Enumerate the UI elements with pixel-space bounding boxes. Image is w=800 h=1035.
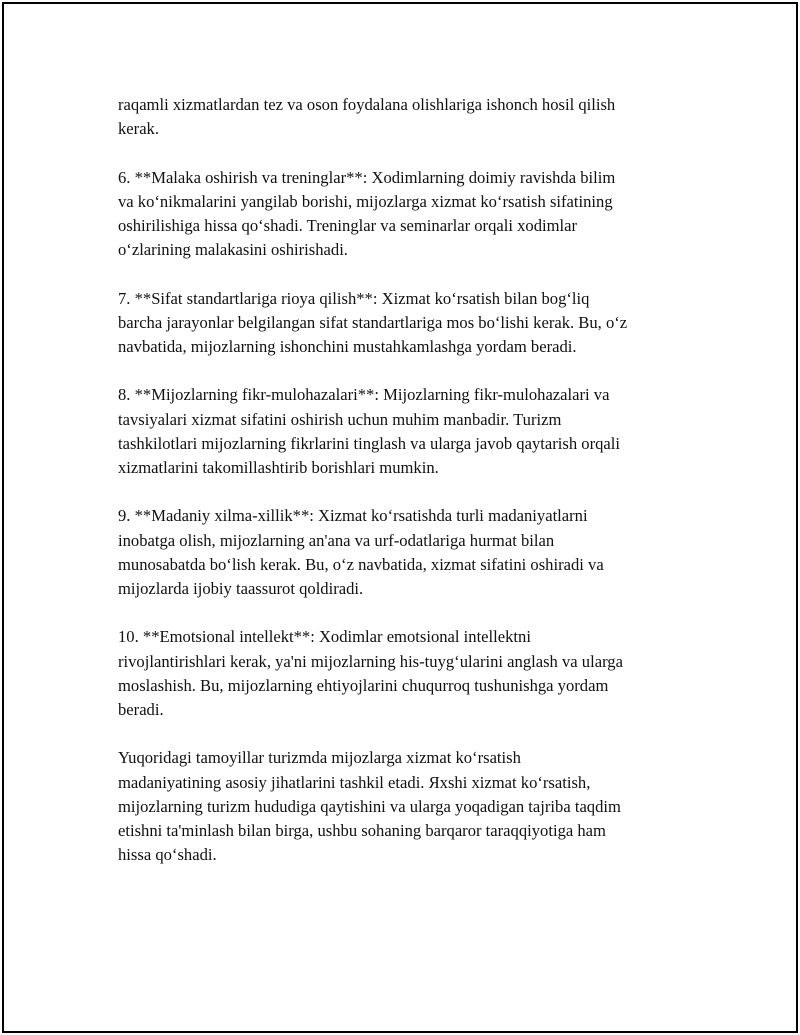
paragraph-item-6: 6. **Malaka oshirish va treninglar**: Xodimlarning doimiy ravishda bilim va ko‘nikmalarini yangilab borishi, mijozlarga xizmat ko‘rsatish sifatining oshirilishiga hissa qo‘shadi. Treninglar va seminarlar orqali xodimlar o‘zlarining malakasini oshirishadi. — [118, 167, 616, 260]
paragraph-item-9: 9. **Madaniy xilma-xillik**: Xizmat ko‘rsatishda turli madaniyatlarni inobatga olish, mijozlarning an'ana va urf-odatlariga hurmat bilan munosabatda bo‘lish kerak. Bu, o‘z navbatida, xizmat sifatini oshiradi va mijozlarda ijobiy taassurot qoldiradi. — [118, 506, 604, 598]
paragraph-continuation: raqamli xizmatlardan tez va oson foydalana olishlariga ishonch hosil qilish kerak. — [118, 95, 616, 139]
paragraph-item-7: 7. **Sifat standartlariga rioya qilish**: Xizmat ko‘rsatish bilan bog‘liq barcha jarayonlar belgilangan sifat standartlariga mos bo‘lishi kerak. Bu, o‘z navbatida, mijozlarning ishonchini mustahkamlashga yordam beradi. — [118, 288, 628, 356]
paragraph-item-10: 10. **Emotsional intellekt**: Xodimlar emotsional intellektni rivojlantirishlari kerak, ya'ni mijozlarning his-tuyg‘ularini anglash va ularga moslashish. Bu, mijozlarning ehtiyojlarini chuqurroq tushunishga yordam beradi. — [118, 627, 623, 719]
paragraph-item-8: 8. **Mijozlarning fikr-mulohazalari**: Mijozlarning fikr-mulohazalari va tavsiyalari xizmat sifatini oshirish uchun muhim manbadir. Turizm tashkilotlari mijozlarning fikrlarini tinglash va ularga javob qaytarish orqali xizmatlarini takomillashtirib borishlari mumkin. — [118, 385, 620, 477]
document-body — [118, 93, 688, 892]
paragraph-conclusion: Yuqoridagi tamoyillar turizmda mijozlarga xizmat ko‘rsatish madaniyatining asosiy jihatlarini tashkil etadi. Яxshi xizmat ko‘rsatish, mijozlarning turizm hududiga qaytishini va ularga yoqadigan tajriba taqdim etishni ta'minlash bilan birga, ushbu sohaning barqaror taraqqiyotiga ham hissa qo‘shadi. — [118, 748, 621, 865]
